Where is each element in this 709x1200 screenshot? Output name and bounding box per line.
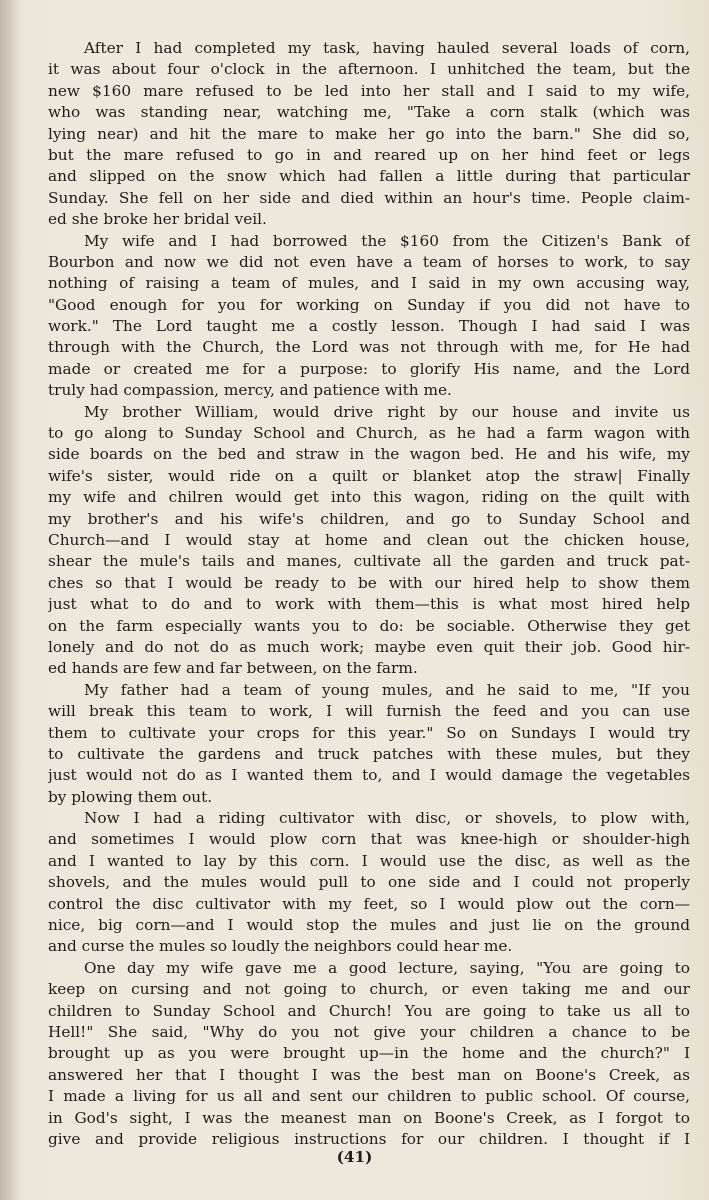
text-line: and sometimes I would plow corn that was knee-high or shoulder-high bbox=[48, 830, 690, 849]
text-line: them to cultivate your crops for this year." So on Sundays I would try bbox=[48, 723, 690, 742]
text-line: who was standing near, watching me, "Take a corn stalk (which was bbox=[48, 103, 690, 122]
text-line: Hell!" She said, "Why do you not give your children a chance to be bbox=[48, 1022, 690, 1041]
text-line: shear the mule's tails and manes, cultivate all the garden and truck pat- bbox=[48, 552, 690, 571]
text-line: in God's sight, I was the meanest man on Boone's Creek, as I forgot to bbox=[48, 1108, 690, 1127]
text-line: give and provide religious instructions for our children. I thought if I bbox=[48, 1129, 690, 1148]
text-line: "Good enough for you for working on Sunday if you did not have to bbox=[48, 295, 690, 314]
text-line: shovels, and the mules would pull to one side and I could not properly bbox=[48, 873, 690, 892]
text-line: ed she broke her bridal veil. bbox=[48, 210, 267, 229]
page-number: (41) bbox=[336, 1148, 373, 1166]
text-line: side boards on the bed and straw in the wagon bed. He and his wife, my bbox=[48, 445, 690, 464]
text-line: children to Sunday School and Church! You are going to take us all to bbox=[48, 1001, 690, 1020]
text-line: keep on cursing and not going to church, or even taking me and our bbox=[48, 980, 690, 999]
text-line: lonely and do not do as much work; maybe even quit their job. Good hir- bbox=[48, 637, 690, 656]
text-line: answered her that I thought I was the best man on Boone's Creek, as bbox=[48, 1065, 690, 1084]
text-line: lying near) and hit the mare to make her go into the barn." She did so, bbox=[48, 124, 690, 143]
text-line: My father had a team of young mules, and he said to me, "If you bbox=[84, 680, 690, 699]
text-line: new $160 mare refused to be led into her stall and I said to my wife, bbox=[48, 81, 690, 100]
text-line: made or created me for a purpose: to glorify His name, and the Lord bbox=[48, 359, 690, 378]
text-line: Sunday. She fell on her side and died within an hour's time. People claim- bbox=[48, 188, 690, 207]
text-line: I made a living for us all and sent our children to public school. Of course, bbox=[48, 1087, 690, 1106]
text-line: and I wanted to lay by this corn. I would use the disc, as well as the bbox=[48, 851, 690, 870]
binding-shadow bbox=[0, 0, 22, 1200]
text-line: it was about four o'clock in the afternoon. I unhitched the team, but the bbox=[48, 60, 690, 79]
text-line: my brother's and his wife's children, and go to Sunday School and bbox=[48, 509, 690, 528]
text-line: Church—and I would stay at home and clean out the chicken house, bbox=[48, 530, 690, 549]
text-line: through with the Church, the Lord was not through with me, for He had bbox=[48, 338, 690, 357]
text-line: My wife and I had borrowed the $160 from the Citizen's Bank of bbox=[84, 231, 690, 250]
text-line: wife's sister, would ride on a quilt or blanket atop the straw| Finally bbox=[48, 466, 690, 485]
text-line: and curse the mules so loudly the neighbors could hear me. bbox=[48, 937, 513, 956]
text-line: ed hands are few and far between, on the farm. bbox=[48, 659, 418, 678]
text-line: nice, big corn—and I would stop the mules and just lie on the ground bbox=[48, 916, 690, 935]
text-line: truly had compassion, mercy, and patience with me. bbox=[48, 381, 452, 400]
text-line: on the farm especially wants you to do: be sociable. Otherwise they get bbox=[48, 616, 690, 635]
text-line: control the disc cultivator with my feet, so I would plow out the corn— bbox=[48, 894, 690, 913]
text-line: but the mare refused to go in and reared up on her hind feet or legs bbox=[48, 145, 690, 164]
text-line: and slipped on the snow which had fallen a little during that particular bbox=[48, 167, 690, 186]
text-line: After I had completed my task, having hauled several loads of corn, bbox=[84, 39, 690, 57]
text-line: just would not do as I wanted them to, and I would damage the vegetables bbox=[48, 766, 690, 785]
text-line: by plowing them out. bbox=[48, 787, 213, 806]
text-line: work." The Lord taught me a costly lesson. Though I had said I was bbox=[48, 317, 690, 336]
text-line: Now I had a riding cultivator with disc, or shovels, to plow with, bbox=[84, 809, 690, 828]
text-line: will break this team to work, I will furnish the feed and you can use bbox=[48, 702, 690, 721]
text-line: Bourbon and now we did not even have a team of horses to work, to say bbox=[48, 252, 690, 271]
text-line: just what to do and to work with them—this is what most hired help bbox=[48, 595, 690, 614]
text-line: brought up as you were brought up—in the home and the church?" I bbox=[48, 1044, 690, 1063]
text-line: to go along to Sunday School and Church, as he had a farm wagon with bbox=[48, 424, 690, 443]
text-line: to cultivate the gardens and truck patches with these mules, but they bbox=[48, 744, 690, 763]
text-line: My brother William, would drive right by our house and invite us bbox=[84, 402, 690, 421]
text-line: nothing of raising a team of mules, and I said in my own accusing way, bbox=[48, 274, 690, 293]
text-line: ches so that I would be ready to be with our hired help to show them bbox=[48, 573, 690, 592]
body-text bbox=[48, 38, 690, 1150]
text-line: my wife and chilren would get into this wagon, riding on the quilt with bbox=[48, 488, 690, 507]
text-line: One day my wife gave me a good lecture, saying, "You are going to bbox=[84, 958, 690, 977]
